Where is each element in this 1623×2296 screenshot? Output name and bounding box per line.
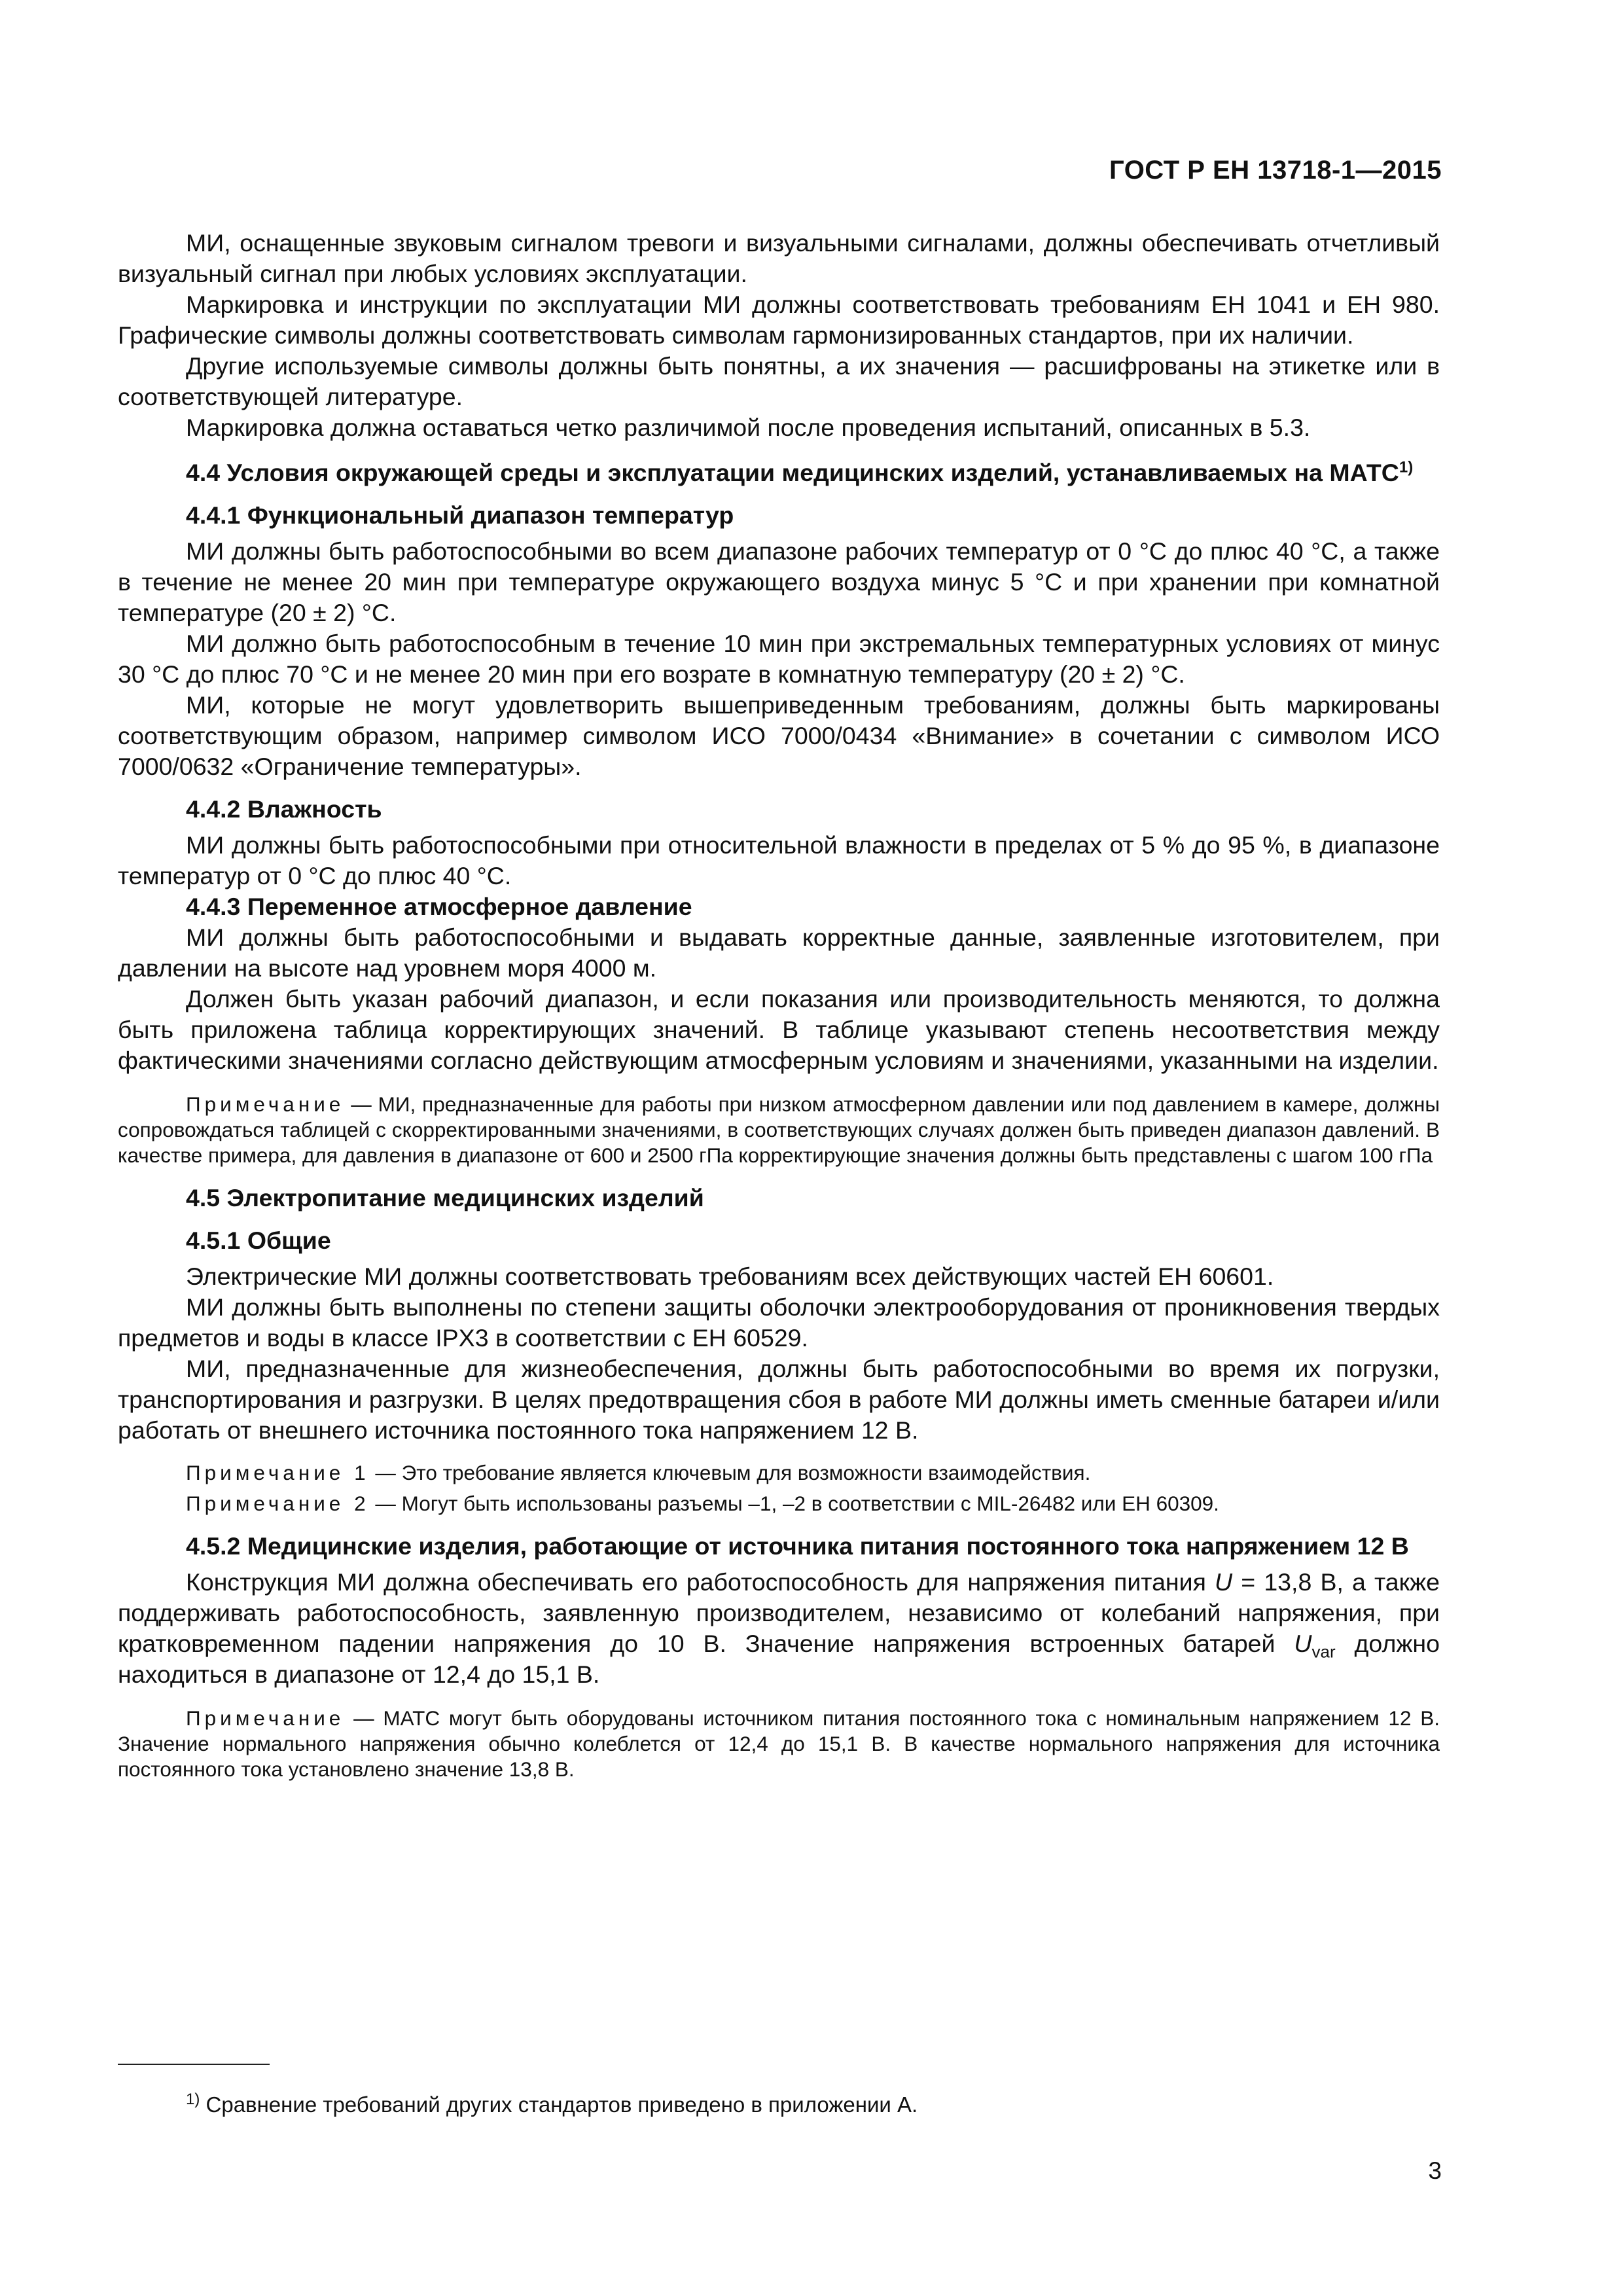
- paragraph: МИ, оснащенные звуковым сигналом тревоги и визуальными сигналами, должны обеспечивать отчетливый визуальный сигнал при любых условиях эксплуатации.: [118, 229, 1440, 287]
- section-heading-4-4-3: 4.4.3 Переменное атмосферное давление: [186, 893, 692, 920]
- note-text: — МАТС могут быть оборудованы источником питания постоянного тока с номинальным напряжением 12 В. Значение нормального напряжения обычно колеблется от 12,4 до 15,1 В. В качестве нормального напряжения для источника постоянного тока установлено значение 13,8 В.: [118, 1706, 1440, 1781]
- note-label: Примечание: [186, 1092, 345, 1116]
- paragraph: Электрические МИ должны соответствовать требованиям всех действующих частей ЕН 60601.: [186, 1263, 1274, 1290]
- footnote: [186, 2092, 918, 2118]
- note: [118, 1491, 1440, 1516]
- paragraph: Другие используемые символы должны быть понятны, а их значения — расшифрованы на этикетке или в соответствующей литературе.: [118, 352, 1440, 410]
- paragraph: МИ должно быть работоспособным в течение 10 мин при экстремальных температурных условиях от минус 30 °С до плюс 70 °С и не менее 20 мин при его возрате в комнатную температуру (20 ± 2) °С.: [118, 630, 1440, 688]
- section-heading-4-5: 4.5 Электропитание медицинских изделий: [186, 1184, 704, 1211]
- subscript-var: var: [1311, 1641, 1336, 1662]
- section-heading-4-4: [118, 457, 1440, 488]
- paragraph: МИ должны быть работоспособными при относительной влажности в пределах от 5 % до 95 %, в диапазоне температур от 0 °С до плюс 40 °С.: [118, 831, 1440, 889]
- note-text: — МИ, предназначенные для работы при низком атмосферном давлении или под давлением в камере, должны сопровождаться таблицей с скорректированными значениями, в соответствующих случаях должен быть приведен диапазон давлений. В качестве примера, для давления в диапазоне от 600 и 2500 гПа корректирующие значения должны быть представлены с шагом 100 гПа: [118, 1092, 1440, 1167]
- section-heading-4-5-1: 4.5.1 Общие: [186, 1227, 331, 1254]
- symbol-u-var: U: [1294, 1630, 1312, 1657]
- symbol-u: U: [1215, 1568, 1233, 1596]
- document-code-header: ГОСТ Р ЕН 13718-1—2015: [1109, 156, 1442, 185]
- text-run: = 13,8 В, а также поддерживать работоспособность, заявленную производителем, независимо от колебаний напряжения, при кратковременном падении напряжения до 10 В. Значение напряжения встроенных батарей: [118, 1568, 1440, 1657]
- note-label: Примечание: [186, 1706, 345, 1730]
- footnote-divider: [118, 2064, 270, 2065]
- section-heading-4-5-2: 4.5.2 Медицинские изделия, работающие от источника питания постоянного тока напряжением 12 В: [186, 1532, 1409, 1560]
- section-heading-4-4-1: 4.4.1 Функциональный диапазон температур: [186, 501, 734, 529]
- footnote-text: Сравнение требований других стандартов приведено в приложении А.: [200, 2092, 918, 2117]
- note-label: Примечание 1: [186, 1461, 370, 1484]
- footnote-marker: 1): [186, 2090, 200, 2108]
- note: [118, 1706, 1440, 1782]
- section-heading-4-4-2: 4.4.2 Влажность: [186, 795, 382, 823]
- page-body: [118, 228, 1440, 1797]
- paragraph: МИ, предназначенные для жизнеобеспечения, должны быть работоспособными во время их погрузки, транспортирования и разгрузки. В целях предотвращения сбоя в работе МИ должны иметь сменные батареи и/или работать от внешнего источника постоянного тока напряжением 12 В.: [118, 1355, 1440, 1444]
- paragraph: МИ должны быть работоспособными во всем диапазоне рабочих температур от 0 °С до плюс 40 °С, а также в течение не менее 20 мин при температуре окружающего воздуха минус 5 °С и при хранении при комнатной температуре (20 ± 2) °С.: [118, 537, 1440, 626]
- heading-text: 4.4 Условия окружающей среды и эксплуатации медицинских изделий, устанавливаемых на МАТС: [186, 459, 1399, 486]
- paragraph: МИ, которые не могут удовлетворить вышеприведенным требованиям, должны быть маркированы соответствующим образом, например символом ИСО 7000/0434 «Внимание» в сочетании с символом ИСО 7000/0632 «Ограничение температуры».: [118, 691, 1440, 780]
- paragraph: Маркировка и инструкции по эксплуатации МИ должны соответствовать требованиям ЕН 1041 и ЕН 980. Графические символы должны соответствовать символам гармонизированных стандартов, при их наличии.: [118, 291, 1440, 349]
- text-run: должно находиться в диапазоне от 12,4 до 15,1 В.: [118, 1630, 1440, 1688]
- note-text: — Это требование является ключевым для возможности взаимодействия.: [369, 1461, 1091, 1484]
- page-number: 3: [1428, 2157, 1442, 2184]
- paragraph: [118, 1567, 1440, 1690]
- footnote-ref: 1): [1399, 458, 1414, 476]
- paragraph: МИ должны быть выполнены по степени защиты оболочки электрооборудования от проникновения твердых предметов и воды в классе IPX3 в соответствии с ЕН 60529.: [118, 1293, 1440, 1352]
- note-label: Примечание 2: [186, 1492, 370, 1515]
- paragraph: Маркировка должна оставаться четко различимой после проведения испытаний, описанных в 5.3.: [186, 414, 1311, 441]
- text-run: Конструкция МИ должна обеспечивать его работоспособность для напряжения питания: [186, 1568, 1215, 1596]
- note: [118, 1092, 1440, 1168]
- paragraph: МИ должны быть работоспособными и выдавать корректные данные, заявленные изготовителем, при давлении на высоте над уровнем моря 4000 м.: [118, 924, 1440, 982]
- note-text: — Могут быть использованы разъемы –1, –2 в соответствии с MIL-26482 или ЕН 60309.: [369, 1492, 1219, 1515]
- note: [118, 1460, 1440, 1486]
- paragraph: Должен быть указан рабочий диапазон, и если показания или производительность меняются, то должна быть приложена таблица корректирующих значений. В таблице указывают степень несоответствия между фактическими значениями согласно действующим атмосферным условиям и значениями, указанными на изделии.: [118, 985, 1440, 1074]
